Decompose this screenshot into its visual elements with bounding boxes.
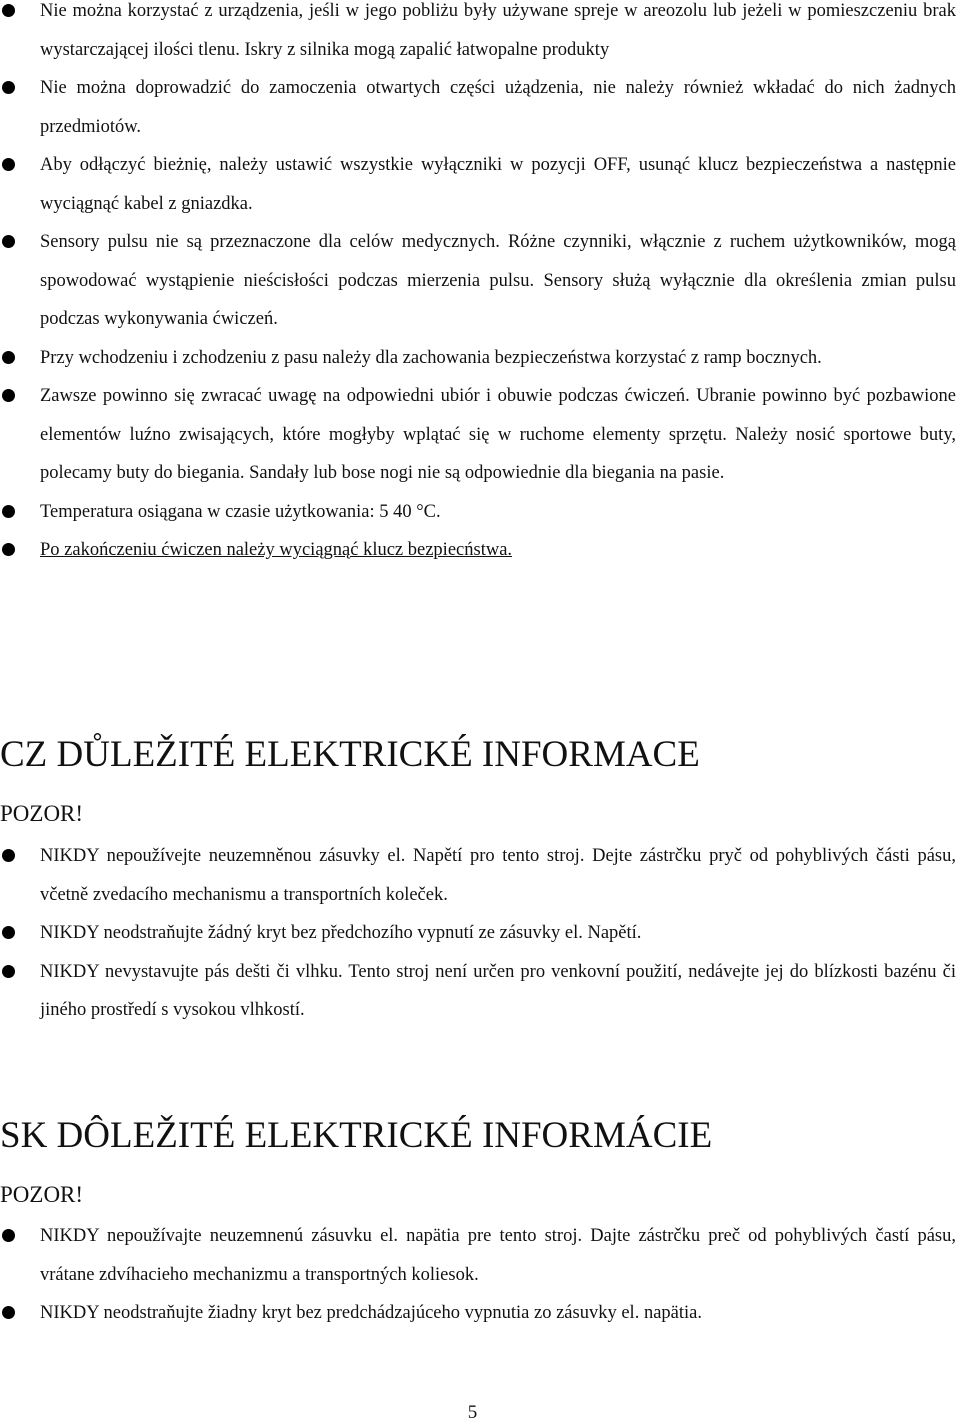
bullet-icon <box>2 543 15 556</box>
list-item <box>0 339 960 378</box>
sk-section-title: SK DÔLEŽITÉ ELEKTRICKÉ INFORMÁCIE <box>0 1115 713 1156</box>
list-item <box>0 146 960 223</box>
bullet-icon <box>2 965 15 978</box>
bullet-icon <box>2 926 15 939</box>
list-item <box>0 1217 960 1294</box>
bullet-icon <box>2 351 15 364</box>
bullet-icon <box>2 4 15 17</box>
list-item <box>0 223 960 339</box>
list-item <box>0 837 960 914</box>
list-item <box>0 377 960 493</box>
cz-electrical-list <box>0 837 960 1030</box>
cz-warning-label: POZOR! <box>0 801 84 826</box>
list-item-text: Po zakończeniu ćwiczen należy wyciągnąć klucz bezpiecństwa. <box>40 540 513 560</box>
bullet-icon <box>2 389 15 402</box>
page-number: 5 <box>467 1402 478 1423</box>
list-item-text: NIKDY nevystavujte pás dešti či vlhku. Tento stroj není určen pro venkovní použití, nedávejte jej do blízkosti bazénu či jiného prostředí s vysokou vlhkostí. <box>40 961 956 1020</box>
list-item-text: Nie można korzystać z urządzenia, jeśli w jego pobliżu były używane spreje w areozolu lub jeżeli w pomieszczeniu brak wystarczającej ilości tlenu. Iskry z silnika mogą zapalić łatwopalne produkty <box>40 1 956 60</box>
pl-safety-list <box>0 0 960 570</box>
list-item-text: NIKDY neodstraňujte žádný kryt bez předchozího vypnutí ze zásuvky el. Napětí. <box>40 923 642 943</box>
list-item-text: Nie można doprowadzić do zamoczenia otwartych części użądzenia, nie należy również wkładać do nich żadnych przedmiotów. <box>40 78 956 137</box>
bullet-icon <box>2 81 15 94</box>
list-item-text: Zawsze powinno się zwracać uwagę na odpowiedni ubiór i obuwie podczas ćwiczeń. Ubranie powinno być pozbawione elementów luźno zwisających, które mogłyby wplątać się w ruchome elementy sprzętu. Należy nosić sportowe buty, polecamy buty do biegania. Sandały lub bose nogi nie są odpowiednie dla biegania na pasie. <box>40 386 956 483</box>
list-item <box>0 531 960 570</box>
list-item <box>0 914 960 953</box>
list-item <box>0 493 960 532</box>
bullet-icon <box>2 849 15 862</box>
list-item-text: NIKDY neodstraňujte žiadny kryt bez predchádzajúceho vypnutia zo zásuvky el. napätia. <box>40 1303 702 1323</box>
sk-warning-label: POZOR! <box>0 1182 84 1207</box>
list-item-text: Temperatura osiągana w czasie użytkowania: 5 40 °C. <box>40 501 441 522</box>
list-item <box>0 69 960 146</box>
list-item <box>0 953 960 1030</box>
sk-electrical-list <box>0 1217 960 1333</box>
bullet-icon <box>2 505 15 518</box>
list-item-text: Aby odłączyć bieżnię, należy ustawić wszystkie wyłączniki w pozycji OFF, usunąć klucz bezpieczeństwa a następnie wyciągnąć kabel z gniazdka. <box>40 155 956 214</box>
list-item <box>0 1294 960 1333</box>
cz-section-title: CZ DŮLEŽITÉ ELEKTRICKÉ INFORMACE <box>0 734 700 775</box>
list-item <box>0 0 960 69</box>
bullet-icon <box>2 235 15 248</box>
bullet-icon <box>2 158 15 171</box>
list-item-text: Przy wchodzeniu i zchodzeniu z pasu należy dla zachowania bezpieczeństwa korzystać z ramp bocznych. <box>40 347 822 368</box>
list-item-text: NIKDY nepoužívejte neuzemněnou zásuvky el. Napětí pro tento stroj. Dejte zástrčku pryč od pohyblivých části pásu, včetně zvedacího mechanismu a transportních koleček. <box>40 846 956 905</box>
bullet-icon <box>2 1229 15 1242</box>
list-item-text: NIKDY nepoužívajte neuzemnenú zásuvku el. napätia pre tento stroj. Dajte zástrčku preč od pohyblivých častí pásu, vrátane zdvíhacieho mechanizmu a transportných koliesok. <box>40 1226 956 1285</box>
bullet-icon <box>2 1306 15 1319</box>
list-item-text: Sensory pulsu nie są przeznaczone dla celów medycznych. Różne czynniki, włącznie z ruchem użytkowników, mogą spowodować wystąpienie nieścisłości podczas mierzenia pulsu. Sensory służą wyłącznie dla określenia zmian pulsu podczas wykonywania ćwiczeń. <box>40 232 956 329</box>
